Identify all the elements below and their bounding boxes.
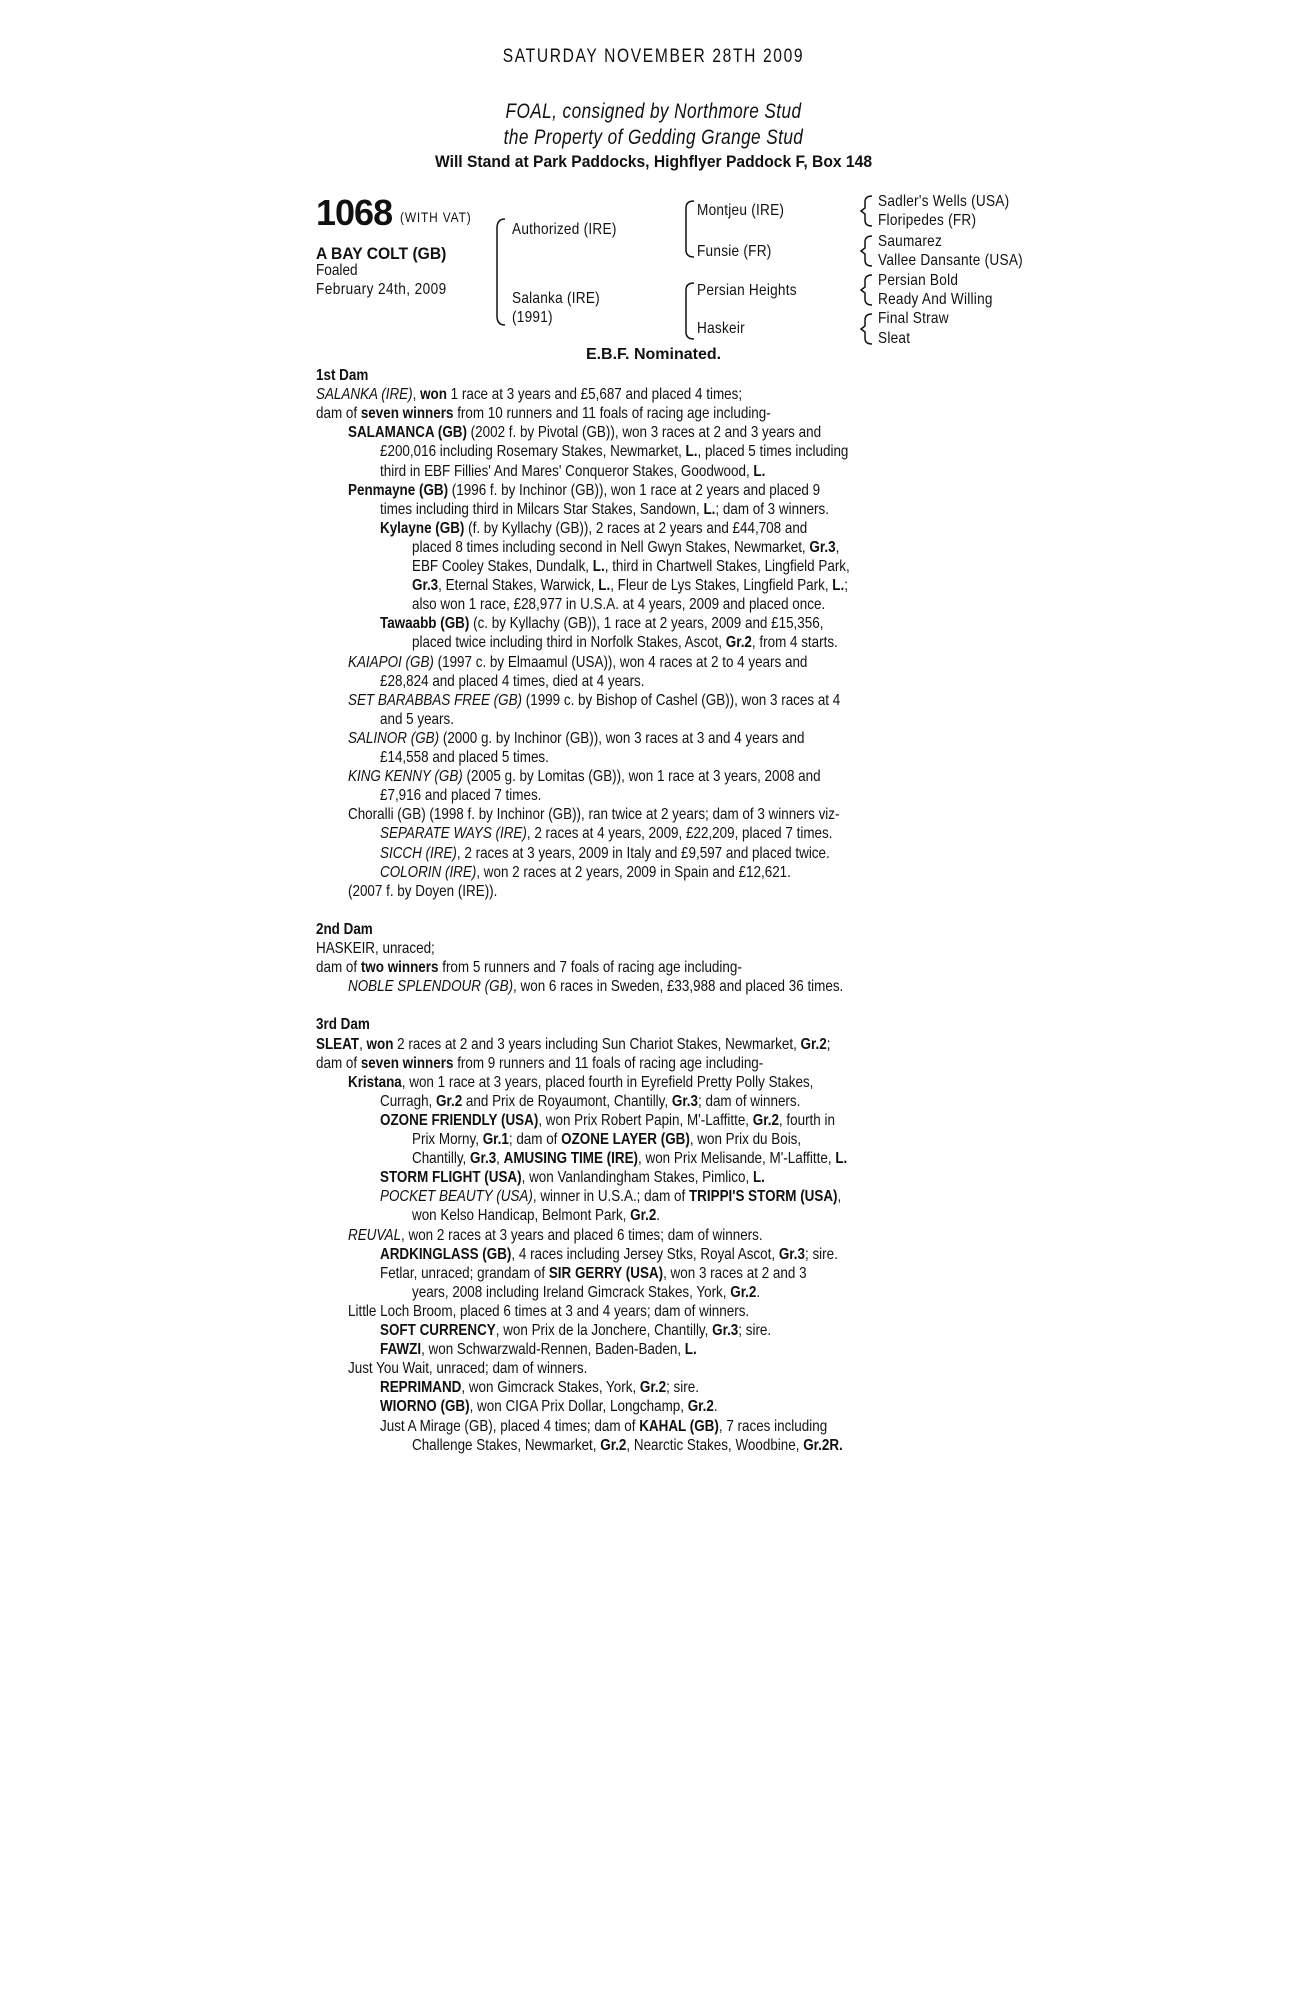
record-line [316, 385, 742, 404]
bold-text: 3rd Dam [316, 1016, 370, 1034]
bold-text: Gr.2 [800, 1035, 827, 1053]
bold-text: Gr.3 [412, 577, 439, 595]
italic-text: POCKET BEAUTY (USA) [380, 1188, 533, 1206]
record-line [316, 404, 771, 423]
bold-text: Gr.2R. [803, 1436, 843, 1454]
bold-text: REPRIMAND [380, 1379, 462, 1397]
text-run: ; dam of 3 winners. [715, 500, 829, 518]
lot-number: 1068 [316, 192, 393, 233]
text-run: Choralli (GB) (1998 f. by Inchinor (GB)), ran twice at 2 years; dam of 3 winners viz- [348, 806, 840, 824]
bold-text: AMUSING TIME (IRE) [503, 1150, 639, 1168]
bold-text: OZONE FRIENDLY (USA) [380, 1111, 539, 1129]
text-run: , won CIGA Prix Dollar, Longchamp, [469, 1398, 688, 1416]
text-run: won Kelso Handicap, Belmont Park, [412, 1207, 631, 1225]
text-run: , [837, 1188, 842, 1206]
foaled-date: February 24th, 2009 [316, 281, 447, 298]
text-run: and 5 years. [380, 710, 454, 728]
bold-text: WIORNO (GB) [380, 1398, 470, 1416]
italic-text: SALANKA (IRE) [316, 386, 413, 404]
sale-date: SATURDAY NOVEMBER 28TH 2009 [502, 46, 805, 67]
text-run: (f. by Kyllachy (GB)), 2 races at 2 years and £44,708 and [464, 519, 808, 537]
record-line [348, 653, 807, 672]
record-line [348, 481, 820, 500]
italic-text: REUVAL [348, 1226, 402, 1244]
text-run: ; dam of winners. [698, 1092, 801, 1110]
pedigree-bracket-g4 [860, 313, 874, 345]
text-run: . [713, 1398, 718, 1416]
italic-text: KING KENNY (GB) [348, 768, 463, 786]
sire-dam-name: Funsie (FR) [697, 243, 772, 260]
record-line [348, 767, 821, 786]
bold-text: Kristana [348, 1073, 402, 1091]
text-run: , from 4 starts. [751, 634, 838, 652]
text-run: , placed 5 times including [697, 443, 849, 461]
bold-text: L. [703, 500, 716, 518]
text-run: placed 8 times including second in Nell Gwyn Stakes, Newmarket, [412, 538, 810, 556]
record-line [412, 595, 825, 614]
record-line [316, 1015, 370, 1034]
text-run: £7,916 and placed 7 times. [380, 787, 542, 805]
bold-text: Kylayne (GB) [380, 519, 465, 537]
bold-text: SOFT CURRENCY [380, 1322, 496, 1339]
bold-text: L. [685, 443, 698, 461]
italic-text: SEPARATE WAYS (IRE) [380, 825, 527, 843]
bold-text: STORM FLIGHT (USA) [380, 1169, 522, 1187]
record-line [316, 939, 435, 958]
text-run: , winner in U.S.A.; dam of [532, 1188, 689, 1206]
text-run: £14,558 and placed 5 times. [380, 749, 549, 766]
text-run: , won Prix Robert Papin, M'-Laffitte, [538, 1111, 753, 1129]
text-run: , Nearctic Stakes, Woodbine, [626, 1436, 804, 1454]
bold-text: Penmayne (GB) [348, 481, 449, 499]
text-run: (1999 c. by Bishop of Cashel (GB)), won 3 races at 4 [522, 691, 841, 709]
text-run: , won Prix Melisande, M'-Laffitte, [638, 1150, 836, 1168]
text-run: ; sire. [738, 1322, 772, 1339]
record-line [316, 958, 742, 977]
bold-text: Gr.3 [671, 1092, 699, 1110]
text-run: ; [844, 577, 848, 595]
bold-text: SIR GERRY (USA) [548, 1264, 664, 1282]
text-run: , won Schwarzwald-Rennen, Baden-Baden, [421, 1341, 685, 1359]
record-line [380, 1245, 838, 1264]
text-run: (c. by Kyllachy (GB)), 1 race at 2 years, 2009 and £15,356, [469, 615, 824, 633]
record-line [380, 1397, 718, 1416]
text-run: (2007 f. by Doyen (IRE)). [348, 882, 498, 900]
bold-text: Gr.2 [639, 1379, 667, 1397]
record-line [348, 691, 840, 710]
record-line [412, 1436, 843, 1455]
bold-text: Gr.2 [687, 1398, 714, 1416]
bold-text: FAWZI [380, 1341, 422, 1359]
text-run: HASKEIR, unraced; [316, 940, 435, 957]
record-line [348, 882, 497, 901]
record-line [348, 729, 804, 748]
text-run: dam of [316, 959, 361, 977]
bold-text: 2nd Dam [316, 920, 373, 938]
text-run: from 10 runners and 11 foals of racing age including- [453, 405, 771, 423]
text-run: EBF Cooley Stakes, Dundalk, [412, 558, 593, 575]
record-line [380, 1187, 841, 1206]
bold-text: Tawaabb (GB) [380, 615, 470, 633]
record-line [380, 462, 765, 481]
record-line [412, 1206, 660, 1225]
record-line [380, 1092, 800, 1111]
record-line [380, 442, 848, 461]
bold-text: Gr.1 [482, 1131, 509, 1148]
dam-dam-name: Haskeir [697, 320, 745, 337]
bold-text: two winners [360, 959, 439, 977]
text-run: dam of [316, 405, 361, 423]
italic-text: KAIAPOI (GB) [348, 653, 434, 671]
pedigree-bracket-sire [682, 200, 696, 258]
text-run: , third in Chartwell Stakes, Lingfield Park, [604, 558, 850, 575]
italic-text: NOBLE SPLENDOUR (GB) [348, 978, 514, 996]
record-line [380, 1168, 765, 1187]
bold-text: Gr.3 [778, 1245, 805, 1263]
text-run: £200,016 including Rosemary Stakes, Newmarket, [380, 443, 686, 461]
grandparent-6: Ready And Willing [878, 291, 993, 308]
dam-name: Salanka (IRE) [512, 290, 600, 307]
record-line [380, 824, 832, 843]
italic-text: COLORIN (IRE) [380, 863, 477, 881]
text-run: , won Vanlandingham Stakes, Pimlico, [521, 1169, 753, 1187]
bold-text: Gr.3 [470, 1150, 497, 1168]
sire-name: Authorized (IRE) [512, 221, 617, 238]
text-run: Just You Wait, unraced; dam of winners. [348, 1360, 588, 1378]
grandparent-3: Saumarez [878, 233, 943, 250]
stand-location: Will Stand at Park Paddocks, Highflyer Paddock F, Box 148 [434, 152, 873, 171]
text-run: , won 3 races at 2 and 3 [663, 1264, 807, 1282]
ebf-nomination: E.B.F. Nominated. [585, 346, 722, 363]
bold-text: L. [752, 1169, 765, 1187]
grandparent-4: Vallee Dansante (USA) [878, 252, 1023, 269]
record-line [348, 1359, 587, 1378]
text-run: , [496, 1150, 504, 1168]
text-run: placed twice including third in Norfolk Stakes, Ascot, [412, 634, 726, 652]
bold-text: L. [684, 1341, 697, 1359]
pedigree-bracket-main [493, 218, 507, 326]
record-line [380, 710, 454, 729]
text-run: ; dam of [508, 1131, 562, 1148]
record-line [412, 557, 850, 576]
text-run: Just A Mirage (GB), placed 4 times; dam of [380, 1417, 640, 1435]
text-run: 1 race at 3 years and £5,687 and placed 4 times; [446, 386, 743, 404]
text-run: . [756, 1283, 761, 1301]
text-run: , won 2 races at 2 years, 2009 in Spain and £12,621. [476, 863, 791, 881]
text-run: also won 1 race, £28,977 in U.S.A. at 4 years, 2009 and placed once. [412, 596, 826, 614]
text-run: ; sire. [804, 1245, 838, 1263]
text-run: years, 2008 including Ireland Gimcrack Stakes, York, [412, 1283, 731, 1301]
bold-text: Gr.2 [436, 1092, 463, 1110]
text-run: , [412, 386, 421, 404]
text-run: , won Gimcrack Stakes, York, [461, 1379, 640, 1397]
record-line [412, 538, 839, 557]
vat-note: (WITH VAT) [400, 209, 472, 225]
bold-text: Gr.2 [600, 1436, 627, 1454]
text-run: £28,824 and placed 4 times, died at 4 years. [380, 672, 645, 690]
sire-sire-name: Montjeu (IRE) [697, 202, 785, 219]
text-run: , won Prix de la Jonchere, Chantilly, [495, 1322, 713, 1339]
text-run: , 2 races at 4 years, 2009, £22,209, placed 7 times. [526, 825, 833, 843]
foaled-label: Foaled [316, 262, 358, 279]
record-line [412, 576, 848, 595]
bold-text: Gr.2 [725, 634, 752, 652]
text-run: Little Loch Broom, placed 6 times at 3 and 4 years; dam of winners. [348, 1302, 750, 1320]
bold-text: KAHAL (GB) [639, 1417, 719, 1435]
record-line [316, 1035, 830, 1054]
record-line [380, 1264, 807, 1283]
bold-text: L. [832, 577, 845, 595]
text-run: times including third in Milcars Star Stakes, Sandown, [380, 500, 704, 518]
text-run: , won 1 race at 3 years, placed fourth in Eyrefield Pretty Polly Stakes, [401, 1073, 814, 1091]
record-line [380, 1417, 827, 1436]
record-line [412, 633, 838, 652]
bold-text: OZONE LAYER (GB) [561, 1131, 690, 1148]
text-run: (2005 g. by Lomitas (GB)), won 1 race at 3 years, 2008 and [462, 768, 821, 786]
text-run: , won Prix du Bois, [689, 1131, 802, 1148]
pedigree-bracket-g2 [860, 235, 874, 267]
dam-sire-name: Persian Heights [697, 282, 797, 299]
bold-text: ARDKINGLASS (GB) [380, 1245, 512, 1263]
text-run: , [835, 538, 840, 556]
text-run: ; [826, 1035, 831, 1053]
pedigree-bracket-g1 [860, 195, 874, 227]
text-run: (2002 f. by Pivotal (GB)), won 3 races at 2 and 3 years and [466, 424, 822, 442]
record-line [380, 786, 541, 805]
text-run: , 2 races at 3 years, 2009 in Italy and £9,597 and placed twice. [456, 844, 830, 862]
text-run: Fetlar, unraced; grandam of [380, 1264, 549, 1282]
bold-text: Gr.2 [752, 1111, 779, 1129]
bold-text: SALAMANCA (GB) [348, 424, 467, 442]
record-line [380, 500, 829, 519]
italic-text: SICCH (IRE) [380, 844, 457, 862]
record-line [316, 1054, 763, 1073]
record-line [316, 920, 373, 939]
record-line [380, 519, 807, 538]
grandparent-2: Floripedes (FR) [878, 212, 977, 229]
text-run: from 9 runners and 11 foals of racing age including- [453, 1054, 764, 1072]
record-line [348, 1226, 763, 1245]
text-run: dam of [316, 1054, 361, 1072]
record-line [380, 614, 823, 633]
text-run: Curragh, [380, 1092, 437, 1110]
bold-text: L. [753, 462, 766, 480]
bold-text: won [420, 386, 447, 404]
text-run: , Eternal Stakes, Warwick, [438, 577, 599, 595]
text-run: , won 2 races at 3 years and placed 6 times; dam of winners. [401, 1226, 763, 1244]
text-run: , won 6 races in Sweden, £33,988 and placed 36 times. [513, 978, 844, 996]
record-line [380, 844, 830, 863]
dam-year: (1991) [512, 309, 553, 326]
text-run: 2 races at 2 and 3 years including Sun Chariot Stakes, Newmarket, [393, 1035, 801, 1053]
text-run: Challenge Stakes, Newmarket, [412, 1436, 601, 1454]
text-run: , Fleur de Lys Stakes, Lingfield Park, [610, 577, 833, 595]
record-line [412, 1130, 801, 1149]
property-line: the Property of Gedding Grange Stud [503, 126, 804, 149]
grandparent-7: Final Straw [878, 310, 949, 327]
record-line [380, 672, 644, 691]
pedigree-bracket-dam [682, 282, 696, 340]
bold-text: seven winners [360, 1054, 454, 1072]
text-run: and Prix de Royaumont, Chantilly, [462, 1092, 672, 1110]
italic-text: SALINOR (GB) [348, 729, 440, 747]
text-run: (1996 f. by Inchinor (GB)), won 1 race at 2 years and placed 9 [448, 481, 821, 499]
pedigree-bracket-g3 [860, 274, 874, 306]
text-run: , 4 races including Jersey Stks, Royal Ascot, [511, 1245, 779, 1263]
bold-text: seven winners [360, 405, 454, 423]
bold-text: Gr.2 [630, 1207, 657, 1225]
bold-text: Gr.2 [730, 1283, 757, 1301]
text-run: from 5 runners and 7 foals of racing age including- [438, 959, 742, 977]
consignor-line: FOAL, consigned by Northmore Stud [505, 100, 802, 123]
record-line [348, 423, 821, 442]
grandparent-8: Sleat [878, 330, 911, 347]
record-line [348, 1073, 813, 1092]
record-line [380, 1111, 835, 1130]
text-run: , 7 races including [718, 1417, 828, 1435]
lot-description: A BAY COLT (GB) [316, 244, 447, 263]
bold-text: L. [598, 577, 611, 595]
record-line [348, 977, 843, 996]
text-run: , [359, 1035, 367, 1053]
italic-text: SET BARABBAS FREE (GB) [348, 691, 523, 709]
grandparent-1: Sadler's Wells (USA) [878, 193, 1010, 210]
text-run: , fourth in [778, 1111, 835, 1129]
text-run: (2000 g. by Inchinor (GB)), won 3 races at 3 and 4 years and [439, 729, 805, 747]
record-line [348, 1302, 749, 1321]
bold-text: won [366, 1035, 394, 1053]
bold-text: Gr.3 [809, 538, 836, 556]
text-run: ; sire. [666, 1379, 699, 1397]
record-line [380, 1340, 697, 1359]
record-line [316, 366, 368, 385]
record-line [348, 805, 839, 824]
record-line [380, 1378, 699, 1397]
record-line [412, 1283, 760, 1302]
record-line [412, 1149, 847, 1168]
bold-text: 1st Dam [316, 367, 369, 384]
record-line [380, 1321, 771, 1340]
text-run: third in EBF Fillies' And Mares' Conqueror Stakes, Goodwood, [380, 462, 754, 480]
text-run: . [656, 1207, 661, 1225]
bold-text: SLEAT [316, 1035, 360, 1053]
bold-text: TRIPPI'S STORM (USA) [688, 1188, 838, 1206]
text-run: Prix Morny, [412, 1131, 483, 1148]
bold-text: L. [592, 558, 605, 575]
text-run: Chantilly, [412, 1150, 471, 1168]
record-line [380, 863, 791, 882]
bold-text: Gr.3 [712, 1322, 739, 1339]
record-line [380, 748, 549, 767]
grandparent-5: Persian Bold [878, 272, 959, 289]
bold-text: L. [835, 1150, 848, 1168]
text-run: (1997 c. by Elmaamul (USA)), won 4 races at 2 to 4 years and [433, 653, 808, 671]
